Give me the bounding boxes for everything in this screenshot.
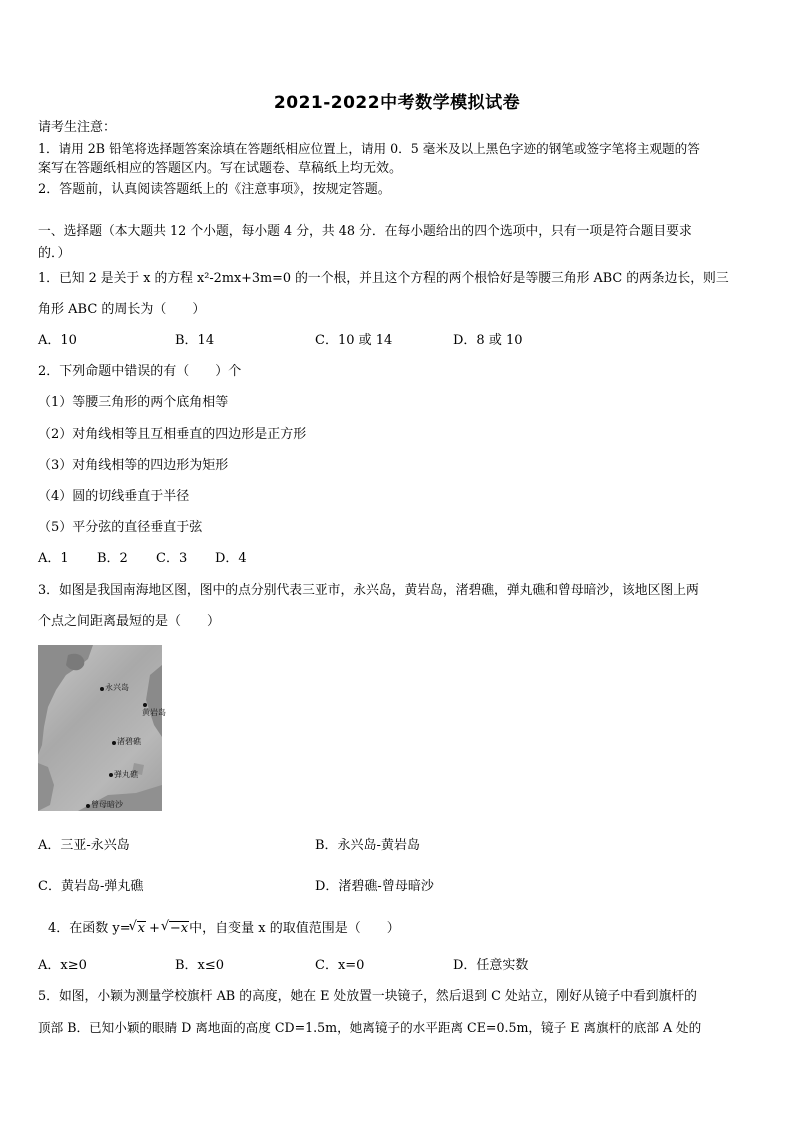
- question-5-line-2: 顶部 B．已知小颖的眼睛 D 离地面的高度 CD=1.5m，她离镜子的水平距离 CE=0.5m，镜子 E 离旗杆的底部 A 处的: [38, 1020, 702, 1035]
- notice-item-1-line-2: 案写在答题纸相应的答题区内。写在试题卷、草稿纸上均无效。: [38, 161, 403, 176]
- question-2-item-2: （2）对角线相等且互相垂直的四边形是正方形: [38, 427, 307, 442]
- map-land-shapes: [38, 645, 162, 811]
- question-4-prefix: 4．在函数 y=: [48, 921, 131, 936]
- map-point-yongxing: [100, 687, 104, 691]
- map-label-yongxing: 永兴岛: [105, 683, 129, 692]
- map-label-huangyan: 黄岩岛: [142, 708, 166, 717]
- notice-heading: 请考生注意：: [38, 120, 117, 135]
- sqrt-x: √ x: [137, 921, 146, 936]
- sqrt-negative-x: √ −x: [169, 921, 189, 936]
- section-heading-line-2: 的．）: [38, 246, 71, 261]
- question-2-option-c: C．3: [156, 551, 188, 566]
- question-3-option-b: B．永兴岛-黄岩岛: [315, 838, 420, 853]
- map-point-zhubi: [112, 741, 116, 745]
- question-5-line-1: 5．如图，小颖为测量学校旗杆 AB 的高度，她在 E 处放置一块镜子，然后退到 C 处站立，刚好从镜子中看到旗杆的: [38, 989, 697, 1004]
- question-1-line-2: 角形 ABC 的周长为（ ）: [38, 302, 206, 317]
- question-1-option-c: C．10 或 14: [315, 333, 393, 348]
- question-1-line-1: 1．已知 2 是关于 x 的方程 x²-2mx+3m=0 的一个根，并且这个方程的两个根恰好是等腰三角形 ABC 的两条边长，则三: [38, 271, 729, 286]
- notice-item-2: 2．答题前，认真阅读答题纸上的《注意事项》，按规定答题。: [38, 182, 391, 197]
- question-1-option-a: A．10: [38, 333, 77, 348]
- notice-item-1-line-1: 1．请用 2B 铅笔将选择题答案涂填在答题纸相应位置上，请用 0．5 毫米及以上黑色字迹的钢笔或签字笔将主观题的答: [38, 141, 700, 156]
- question-4-option-d: D．任意实数: [453, 958, 529, 973]
- plus-sign: +: [148, 921, 160, 936]
- map-label-zengmu: 曾母暗沙: [91, 800, 123, 809]
- south-china-sea-map: [38, 645, 166, 811]
- question-1-option-b: B．14: [175, 333, 215, 348]
- question-2-item-5: （5）平分弦的直径垂直于弦: [38, 520, 203, 535]
- page-title: 2021-2022中考数学模拟试卷: [273, 93, 521, 113]
- question-4-option-a: A．x≥0: [38, 958, 87, 973]
- question-2-item-1: （1）等腰三角形的两个底角相等: [38, 395, 229, 410]
- question-2-stem: 2．下列命题中错误的有（ ）个: [38, 364, 242, 379]
- question-4-option-c: C．x=0: [315, 958, 365, 973]
- question-4-option-b: B．x≤0: [175, 958, 225, 973]
- map-label-danwan: 弹丸礁: [114, 770, 138, 779]
- question-4-suffix: 中，自变量 x 的取值范围是（ ）: [189, 921, 400, 936]
- question-1-option-d: D．8 或 10: [453, 333, 523, 348]
- question-3-option-d: D．渚碧礁-曾母暗沙: [315, 879, 434, 894]
- map-point-danwan: [109, 773, 113, 777]
- question-3-option-a: A．三亚-永兴岛: [38, 838, 130, 853]
- question-3-line-2: 个点之间距离最短的是（ ）: [38, 614, 221, 629]
- question-4-stem: [48, 919, 400, 939]
- map-point-zengmu: [86, 804, 90, 808]
- question-2-item-4: （4）圆的切线垂直于半径: [38, 489, 190, 504]
- question-2-option-b: B．2: [97, 551, 128, 566]
- question-2-item-3: （3）对角线相等的四边形为矩形: [38, 458, 229, 473]
- section-heading-line-1: 一、选择题（本大题共 12 个小题，每小题 4 分，共 48 分．在每小题给出的四个选项中，只有一项是符合题目要求: [38, 224, 692, 239]
- question-2-option-d: D．4: [215, 551, 247, 566]
- question-3-line-1: 3．如图是我国南海地区图，图中的点分别代表三亚市，永兴岛，黄岩岛，渚碧礁，弹丸礁和曾母暗沙，该地区图上两: [38, 583, 699, 598]
- question-2-option-a: A．1: [38, 551, 69, 566]
- map-label-zhubi: 渚碧礁: [117, 737, 141, 746]
- question-3-option-c: C．黄岩岛-弹丸礁: [38, 879, 144, 894]
